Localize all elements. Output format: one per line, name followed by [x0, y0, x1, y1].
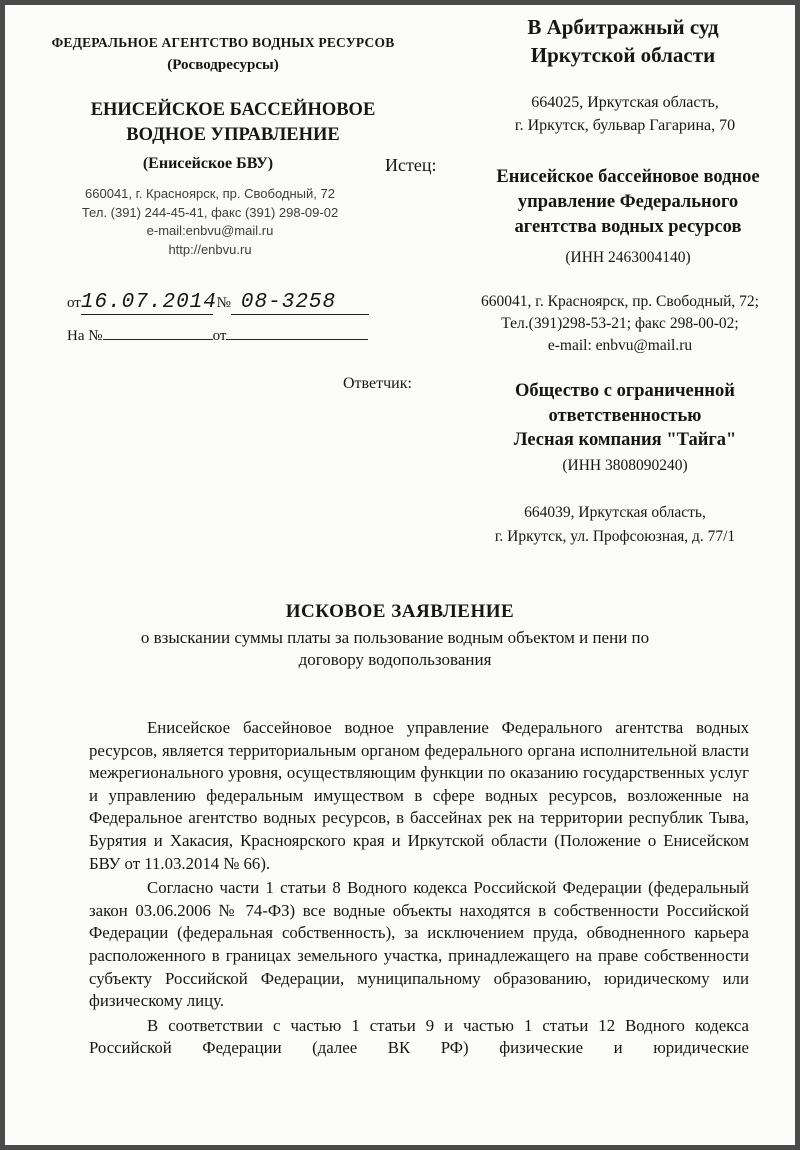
defendant-address-line2: г. Иркутск, ул. Профсоюзная, д. 77/1: [494, 528, 736, 545]
plaintiff-address: [445, 291, 795, 357]
document-page: [5, 5, 795, 1145]
court-name-line2: Иркутской области: [530, 43, 716, 67]
court-address: [475, 91, 775, 137]
sender-address: 660041, г. Красноярск, пр. Свободный, 72: [85, 186, 335, 201]
body-paragraph: В соответствии с частью 1 статьи 9 и частью 1 статьи 12 Водного кодекса Российской Федерации (далее ВК РФ) физические и юридические: [89, 1015, 749, 1058]
admin-name: [33, 98, 433, 148]
sender-contacts: [65, 185, 355, 259]
document-title: ИСКОВОЕ ЗАЯВЛЕНИЕ: [285, 601, 515, 622]
document-subtitle-line2: договору водопользования: [298, 650, 492, 669]
defendant-inn: (ИНН 3808090240): [562, 457, 688, 474]
court-address-line2: г. Иркутск, бульвар Гагарина, 70: [514, 117, 736, 134]
agency-name: ФЕДЕРАЛЬНОЕ АГЕНТСТВО ВОДНЫХ РЕСУРСОВ: [51, 35, 395, 50]
admin-name-line1: ЕНИСЕЙСКОЕ БАССЕЙНОВОЕ: [90, 100, 376, 120]
court-name-line1: В Арбитражный суд: [527, 15, 719, 39]
plaintiff-inn: (ИНН 2463004140): [565, 249, 691, 266]
defendant-name-line2: ответственностью: [548, 405, 702, 426]
outgoing-number-label: №: [216, 295, 231, 311]
agency-short-name: (Росводресурсы): [167, 57, 279, 73]
incoming-date-blank: [226, 323, 368, 340]
outgoing-from-label: от: [67, 295, 81, 311]
court-name: [483, 13, 763, 69]
body-paragraph: Согласно части 1 статьи 8 Водного кодекса Российской Федерации (федеральный закон 03.06.2006 № 74-ФЗ) все водные объекты находятся в собственности Российской Федерации (федеральная собственность), за исключением пруда, обводненного карьера расположенного в границах земельного участка, принадлежащего на праве собственности субъекту Российской Федерации, муниципальному образованию, юридическому или физическому лицу.: [89, 878, 749, 1011]
plaintiff-phone: Тел.(391)298-53-21; факс 298-00-02;: [501, 315, 739, 332]
plaintiff-name-line2: управление Федерального: [517, 192, 739, 212]
incoming-number-label: На №: [67, 328, 103, 344]
court-address-line1: 664025, Иркутская область,: [531, 94, 719, 111]
document-body: [89, 717, 749, 1060]
plaintiff-address-line1: 660041, г. Красноярск, пр. Свободный, 72;: [481, 293, 759, 310]
incoming-line: [67, 323, 368, 345]
defendant-label: Ответчик:: [343, 375, 412, 392]
outgoing-line: [67, 291, 369, 315]
admin-name-line2: ВОДНОЕ УПРАВЛЕНИЕ: [126, 125, 340, 145]
defendant-name-line3: Лесная компания "Тайга": [513, 430, 737, 450]
body-paragraph: Енисейское бассейновое водное управление Федерального агентства водных ресурсов, является территориальным органом федерального органа исполнительной власти межрегионального уровня, осуществляющим функции по оказанию государственных услуг и управлению федеральным имуществом в сфере водных ресурсов, возложенные на Федеральное агентство водных ресурсов, в бассейнах рек на территории республик Тыва, Бурятия и Хакасия, Красноярского края и Иркутской области (Положение о Енисейском БВУ от 11.03.2014 № 66).: [89, 718, 749, 873]
document-subtitle: [95, 627, 695, 671]
incoming-from-label: от: [212, 328, 227, 344]
sender-phone: Тел. (391) 244-45-41, факс (391) 298-09-02: [81, 204, 339, 220]
incoming-number-blank: [103, 323, 213, 340]
sender-web: http://enbvu.ru: [168, 241, 252, 257]
outgoing-date: 16.07.2014: [80, 291, 217, 314]
defendant-address-line1: 664039, Иркутская область,: [524, 504, 706, 521]
admin-short-name: (Енисейское БВУ): [142, 155, 274, 172]
plaintiff-name-line1: Енисейское бассейновое водное: [496, 167, 760, 187]
plaintiff-email: e-mail: enbvu@mail.ru: [547, 337, 693, 354]
plaintiff-name: [463, 165, 793, 240]
defendant-address: [445, 501, 785, 549]
document-subtitle-line1: о взыскании суммы платы за пользование водным объектом и пени по: [140, 628, 650, 647]
plaintiff-label: Истец:: [385, 155, 437, 175]
plaintiff-name-line3: агентства водных ресурсов: [514, 217, 742, 237]
defendant-name-line1: Общество с ограниченной: [515, 381, 735, 401]
defendant-name: [475, 379, 775, 453]
outgoing-number: 08-3258: [231, 291, 369, 315]
sender-email: e-mail:enbvu@mail.ru: [146, 223, 274, 238]
